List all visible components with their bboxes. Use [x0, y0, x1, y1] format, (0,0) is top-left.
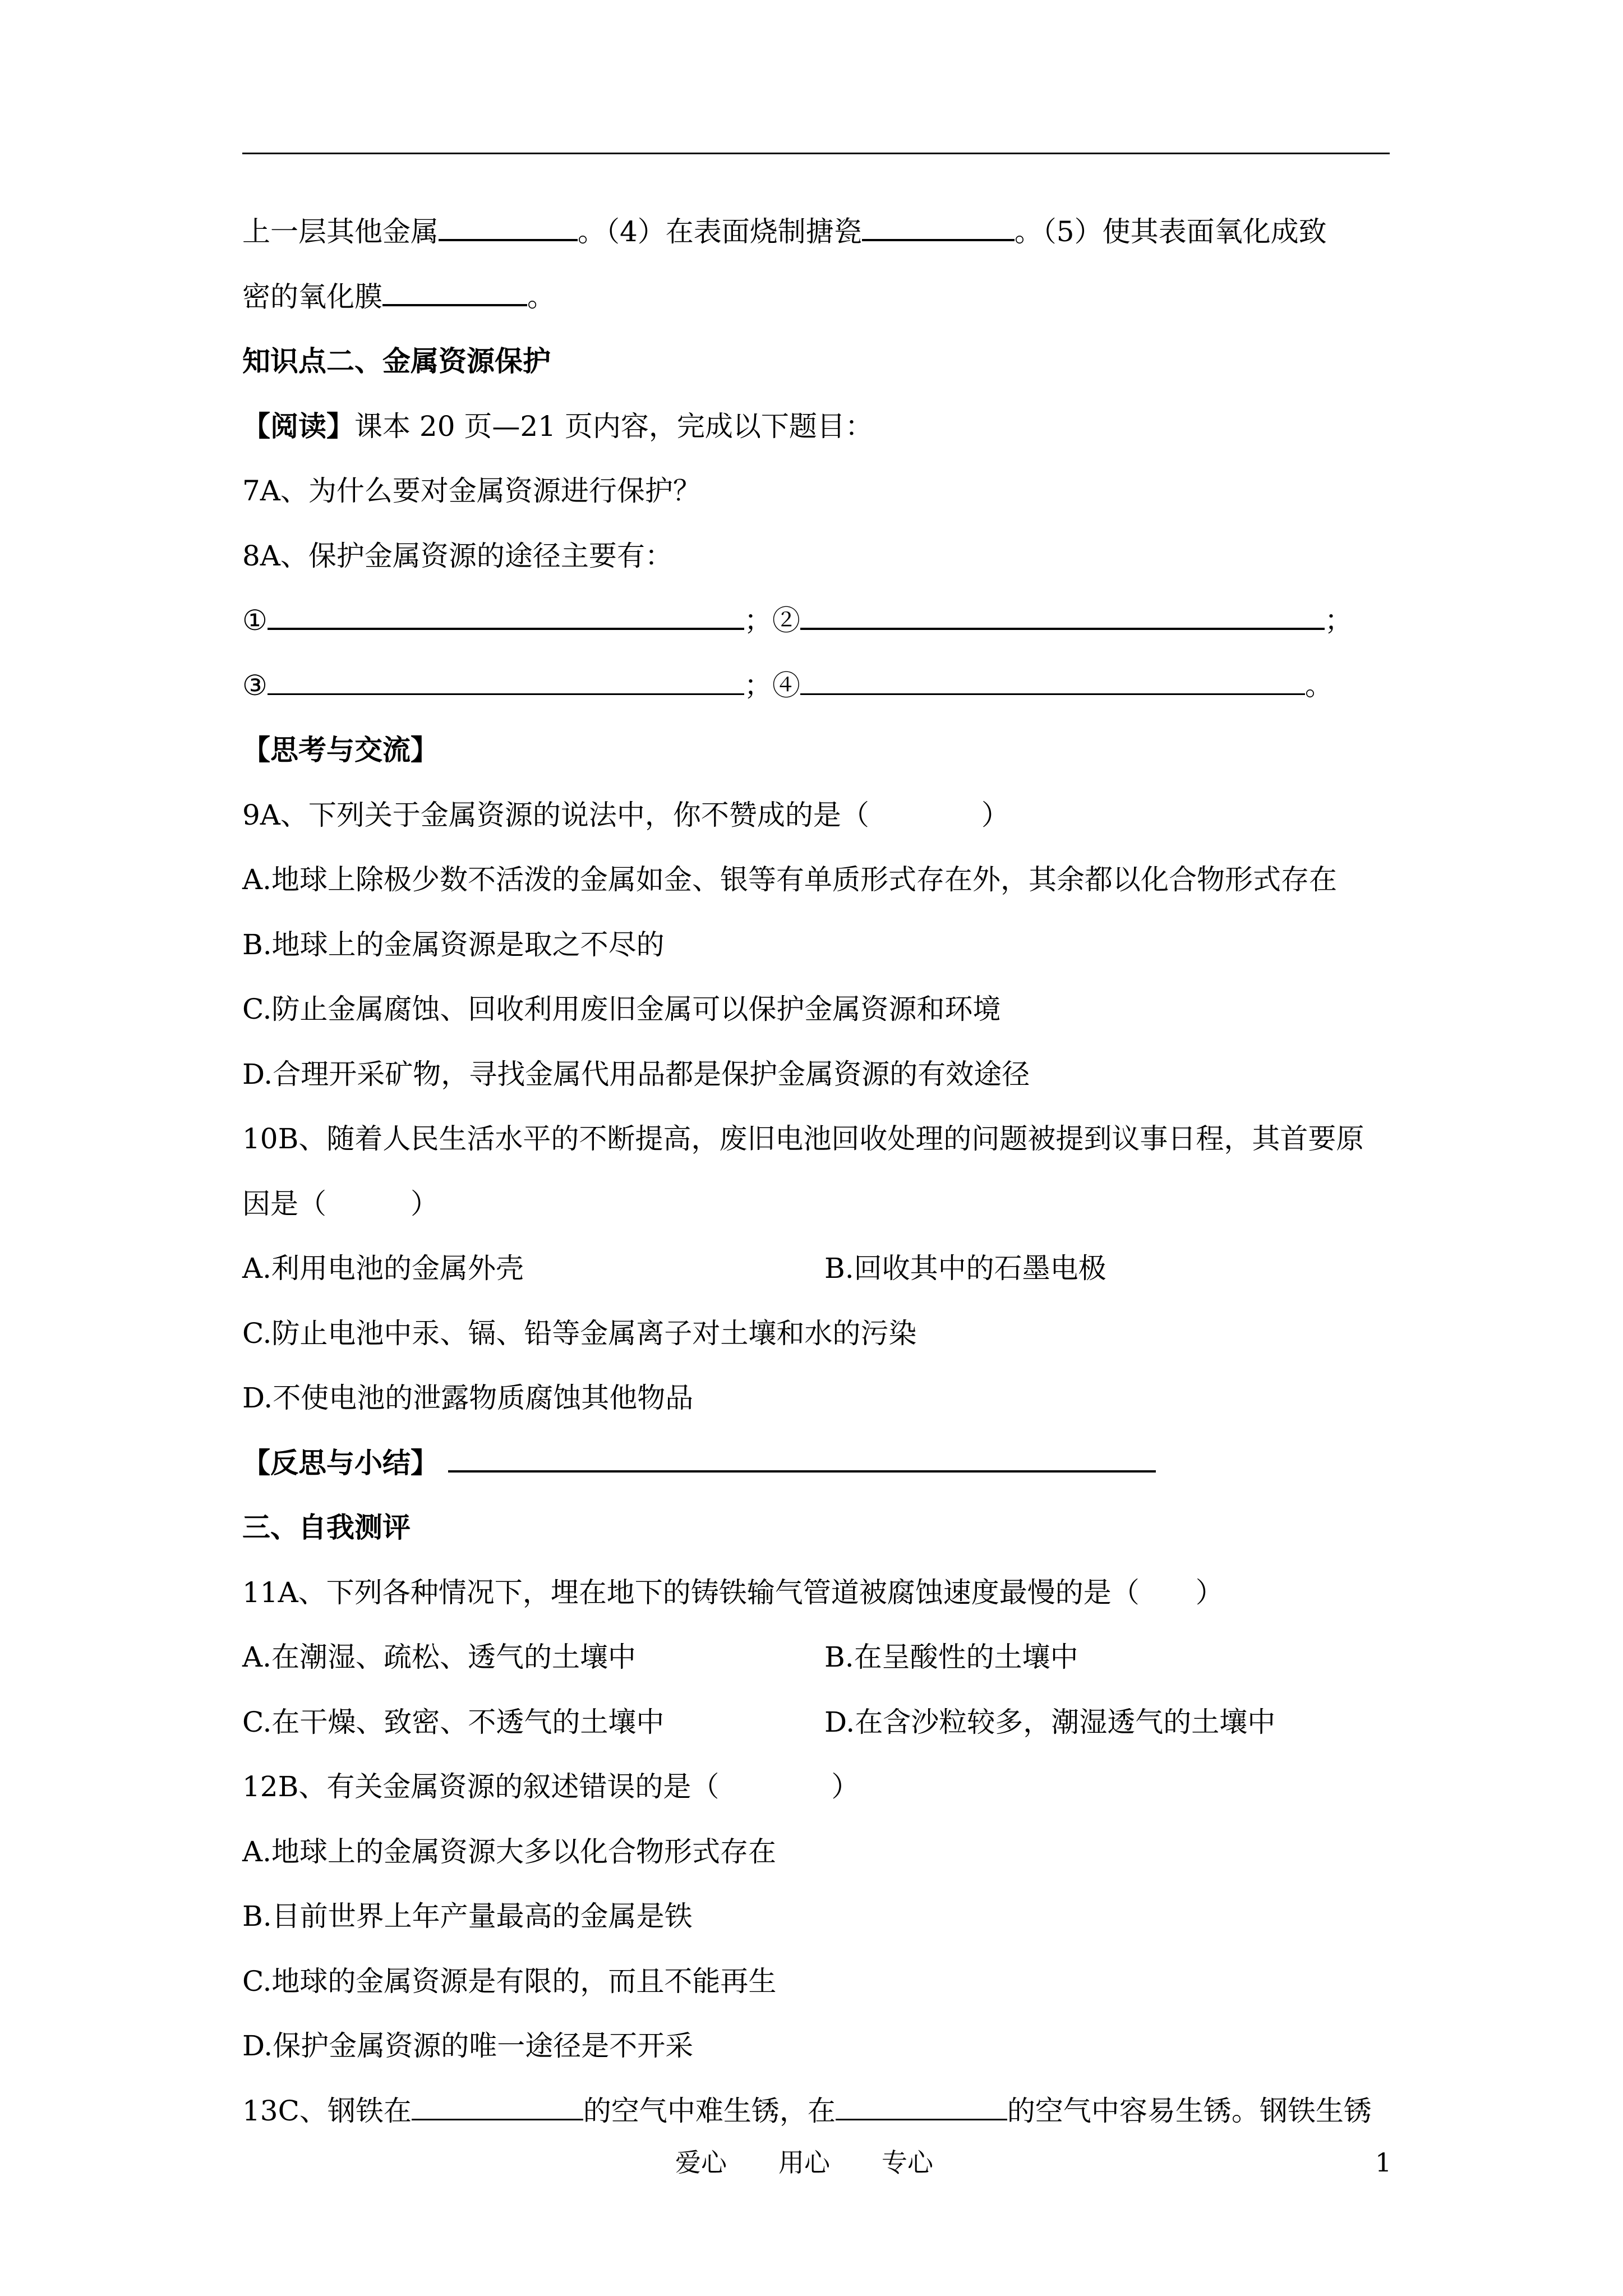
text: 的空气中难生锈，在 [583, 2094, 836, 2127]
section-title: 三、自我测评 [242, 1511, 411, 1544]
answer-line-1-2 [242, 595, 1392, 660]
option-a: A.利用电池的金属外壳 [242, 1252, 524, 1285]
separator: ；④ [744, 669, 800, 702]
reflection-line [242, 1438, 1392, 1503]
options-row [242, 1632, 1392, 1697]
circled-number: ① [242, 604, 268, 637]
reading-text: 课本 20 页—21 页内容，完成以下题目： [354, 409, 873, 443]
options-row [242, 1243, 1392, 1308]
text: 13C、钢铁在 [242, 2094, 412, 2127]
option-c: C.防止电池中汞、镉、铅等金属离子对土壤和水的污染 [242, 1317, 917, 1350]
reading-label: 【阅读】 [242, 409, 354, 443]
fill-in-line-2 [242, 272, 1392, 337]
answer-blank[interactable] [836, 2090, 1007, 2120]
option-d: D.保护金属资源的唯一途径是不开采 [242, 2030, 694, 2062]
reading-instruction [242, 401, 1392, 466]
header-rule [242, 153, 1390, 154]
question-8: 8A、保护金属资源的途径主要有： [242, 539, 673, 572]
option-b: B.目前世界上年产量最高的金属是铁 [242, 1900, 693, 1932]
option-d: D.不使电池的泄露物质腐蚀其他物品 [242, 1382, 694, 1414]
text: 的空气中容易生锈。钢铁生锈 [1007, 2094, 1372, 2127]
section-title: 【思考与交流】 [242, 733, 439, 766]
question-9: 9A、下列关于金属资源的说法中，你不赞成的是（ ） [242, 798, 1009, 831]
document-body [242, 206, 1392, 2150]
page-number: 1 [1375, 2147, 1392, 2178]
answer-blank[interactable] [800, 599, 1325, 630]
answer-blank[interactable] [439, 210, 578, 241]
option-b: B.在呈酸性的土壤中 [824, 1641, 1078, 1673]
option-c: C.在干燥、致密、不透气的土壤中 [242, 1705, 665, 1738]
footer-motto: 爱心 用心 专心 [675, 2147, 933, 2178]
separator: 。 [1304, 669, 1333, 702]
fill-in-line-1 [242, 206, 1392, 272]
text: 上一层其他金属 [242, 215, 439, 248]
option-a: A.在潮湿、疏松、透气的土壤中 [242, 1641, 637, 1673]
separator: ；② [744, 604, 800, 637]
options-row [242, 1697, 1392, 1762]
option-c: C.地球的金属资源是有限的，而且不能再生 [242, 1964, 777, 1998]
answer-line-3-4 [242, 660, 1392, 725]
page-footer [0, 2146, 1623, 2179]
option-c: C.防止金属腐蚀、回收利用废旧金属可以保护金属资源和环境 [242, 993, 1001, 1025]
answer-blank[interactable] [268, 599, 744, 630]
answer-blank[interactable] [448, 1441, 1156, 1473]
answer-blank[interactable] [382, 275, 527, 306]
option-d: D.在含沙粒较多，潮湿透气的土壤中 [824, 1705, 1276, 1738]
question-12: 12B、有关金属资源的叙述错误的是（ ） [242, 1770, 860, 1803]
reflection-label: 【反思与小结】 [242, 1446, 439, 1479]
question-13 [242, 2086, 1392, 2151]
option-d: D.合理开采矿物，寻找金属代用品都是保护金属资源的有效途径 [242, 1057, 1030, 1091]
option-a: A.地球上除极少数不活泼的金属如金、银等有单质形式存在外，其余都以化合物形式存在 [242, 863, 1338, 896]
answer-blank[interactable] [800, 664, 1305, 695]
section-title: 知识点二、金属资源保护 [242, 344, 551, 378]
text: 密的氧化膜 [242, 280, 382, 313]
option-b: B.回收其中的石墨电极 [824, 1252, 1106, 1285]
option-a: A.地球上的金属资源大多以化合物形式存在 [242, 1835, 777, 1868]
option-b: B.地球上的金属资源是取之不尽的 [242, 928, 665, 961]
answer-blank[interactable] [862, 210, 1015, 241]
question-10: 10B、随着人民生活水平的不断提高，废旧电池回收处理的问题被提到议事日程，其首要原 [242, 1122, 1364, 1155]
question-11: 11A、下列各种情况下，埋在地下的铸铁输气管道被腐蚀速度最慢的是（ ） [242, 1576, 1224, 1609]
answer-blank[interactable] [268, 664, 744, 695]
text: 。 [527, 280, 555, 313]
answer-blank[interactable] [412, 2090, 583, 2120]
separator: ； [1324, 604, 1353, 637]
text: 。（4）在表面烧制搪瓷 [578, 215, 862, 248]
question-7: 7A、为什么要对金属资源进行保护？ [242, 475, 701, 507]
circled-number: ③ [242, 669, 268, 702]
question-10-cont: 因是（ ） [242, 1187, 439, 1220]
text: 。（5）使其表面氧化成致 [1014, 215, 1327, 248]
